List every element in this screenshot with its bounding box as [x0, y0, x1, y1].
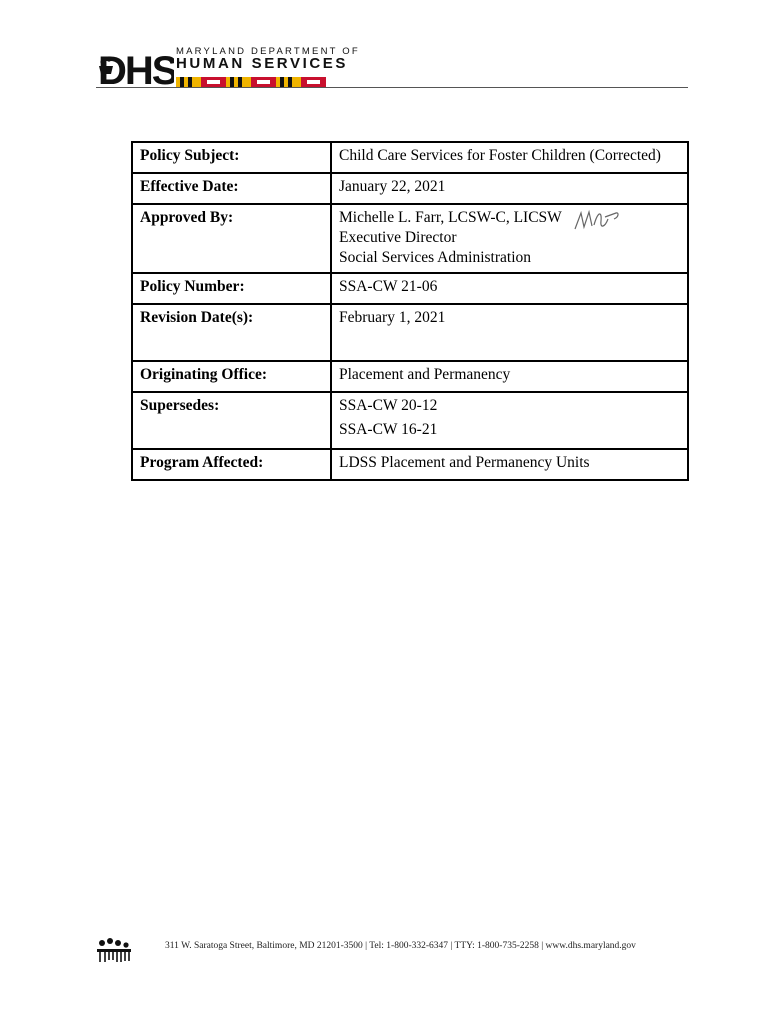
superseded-policy: SSA-CW 20-12 [339, 397, 438, 414]
table-row [132, 273, 688, 304]
row-value: SSA-CW 21-06 [331, 273, 688, 304]
page-footer [96, 936, 688, 966]
row-label: Approved By: [132, 204, 331, 273]
row-value: January 22, 2021 [331, 173, 688, 204]
signature-image [572, 207, 622, 239]
superseded-policy: SSA-CW 16-21 [339, 421, 438, 438]
row-value [331, 204, 688, 273]
row-label: Supersedes: [132, 392, 331, 449]
dhs-logo [96, 46, 174, 91]
approver-department: Social Services Administration [339, 249, 532, 266]
policy-table [131, 141, 689, 481]
table-row [132, 392, 688, 449]
row-label: Originating Office: [132, 361, 331, 392]
approver-title: Executive Director [339, 229, 457, 246]
table-row [132, 142, 688, 173]
row-label: Policy Subject: [132, 142, 331, 173]
row-value: February 1, 2021 [331, 304, 688, 361]
row-value: Placement and Permanency [331, 361, 688, 392]
family-icon [96, 938, 132, 969]
agency-line-2: HUMAN SERVICES [176, 55, 348, 72]
table-row [132, 204, 688, 273]
maryland-flag-strip [176, 74, 326, 92]
row-label: Policy Number: [132, 273, 331, 304]
row-label: Program Affected: [132, 449, 331, 480]
footer-address: 311 W. Saratoga Street, Baltimore, MD 21201-3500 | Tel: 1-800-332-6347 | TTY: 1-800-735-2258 | www.dhs.maryland.gov [165, 941, 636, 951]
table-row [132, 304, 688, 361]
row-value [331, 392, 688, 449]
table-row [132, 361, 688, 392]
row-value: Child Care Services for Foster Children (Corrected) [331, 142, 688, 173]
agency-line-1: MARYLAND DEPARTMENT OF [176, 46, 360, 57]
header-divider [96, 87, 688, 88]
row-label: Effective Date: [132, 173, 331, 204]
table-row [132, 449, 688, 480]
page-header [96, 44, 688, 90]
table-row [132, 173, 688, 204]
row-label: Revision Date(s): [132, 304, 331, 361]
svg-text:DHS: DHS [98, 49, 174, 86]
row-value: LDSS Placement and Permanency Units [331, 449, 688, 480]
approver-name: Michelle L. Farr, LCSW-C, LICSW [339, 209, 562, 226]
